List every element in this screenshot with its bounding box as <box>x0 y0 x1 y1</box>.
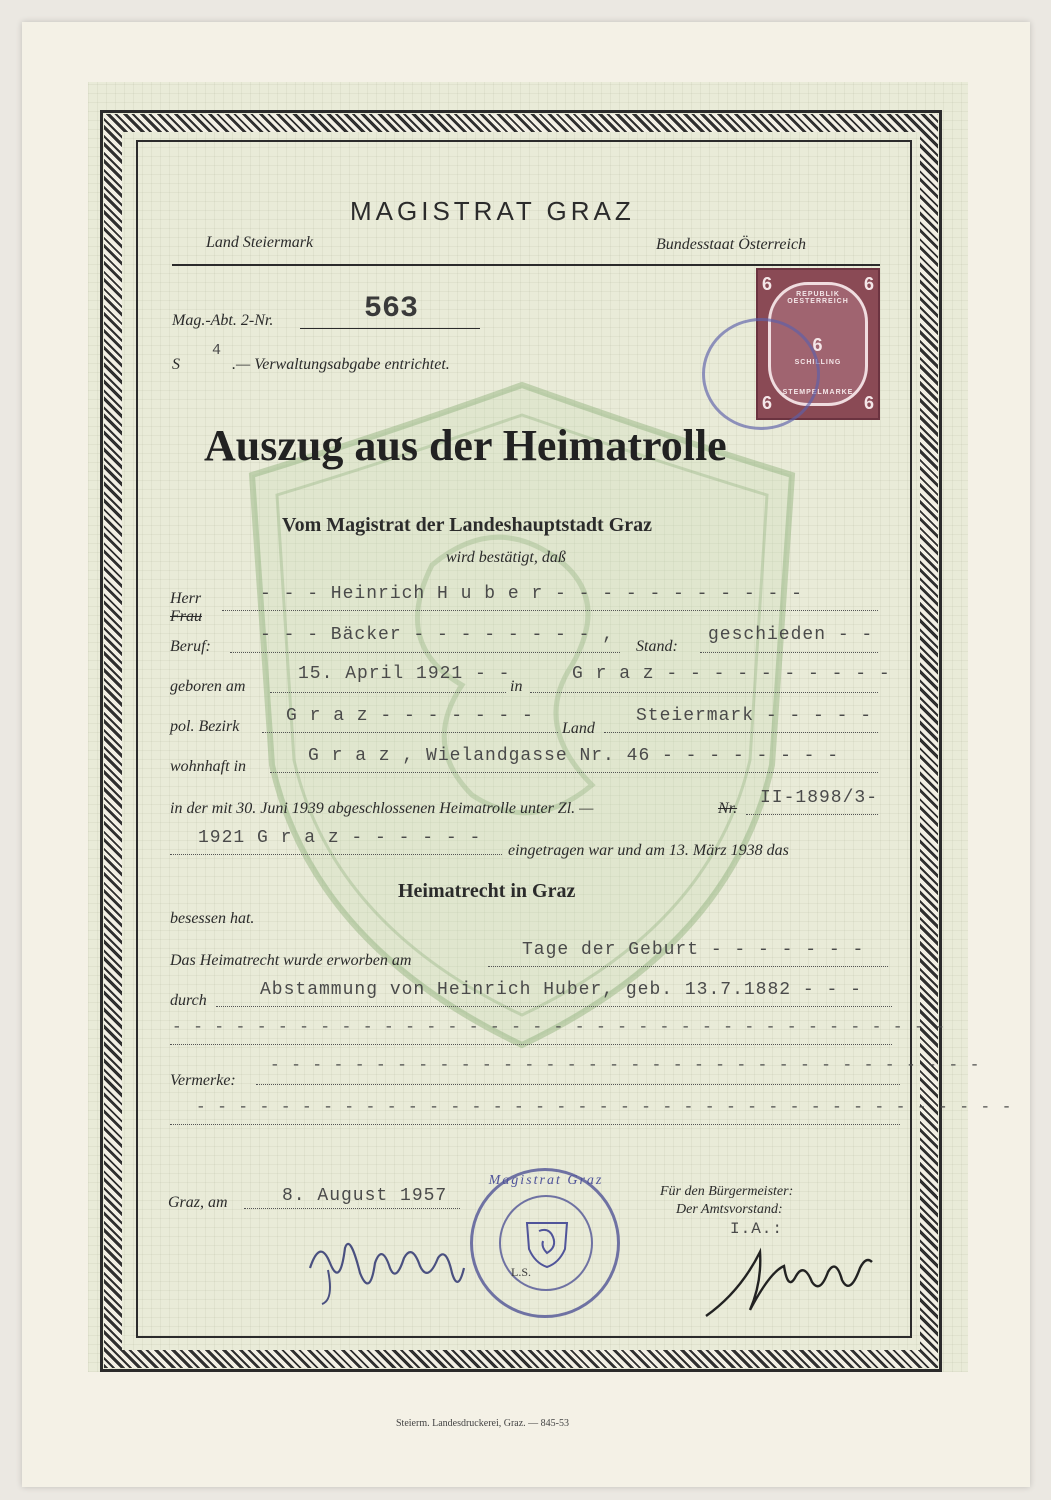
name-line <box>222 610 878 611</box>
beruf-value: - - - Bäcker - - - - - - - - , <box>260 625 615 645</box>
number-label: Mag.-Abt. 2-Nr. <box>172 312 274 329</box>
official-seal <box>470 1168 620 1318</box>
stand-line <box>700 652 878 653</box>
header-title: MAGISTRAT GRAZ <box>350 196 635 226</box>
geboren-value: 15. April 1921 - - <box>298 664 511 684</box>
in-value: G r a z - - - - - - - - - - <box>572 664 891 684</box>
erworben-value: Tage der Geburt - - - - - - - <box>522 940 865 960</box>
erworben-label: Das Heimatrecht wurde erworben am <box>170 952 412 969</box>
wohnhaft-label: wohnhaft in <box>170 758 247 775</box>
durch-label: durch <box>170 992 207 1009</box>
header-right-subtitle: Bundesstaat Österreich <box>656 236 807 253</box>
name-value: - - - Heinrich H u b e r - - - - - - - - - - - <box>260 584 803 604</box>
ls-mark: L.S. <box>511 1265 532 1279</box>
printer-imprint: Steierm. Landesdruckerei, Graz. — 845-53 <box>396 1418 569 1429</box>
vermerke-value-2: - - - - - - - - - - - - - - - - - - - - - - - - - - - - - - - - - - - - - - - <box>196 1098 1013 1116</box>
fee-currency: S <box>172 356 180 373</box>
signature-right <box>700 1232 880 1322</box>
ia-label: I.A.: <box>730 1220 784 1238</box>
durch-cont-value: - - - - - - - - - - - - - - - - - - - - - - - - - - - - - - - - - - - - - <box>172 1018 946 1036</box>
mayor-line-1: Für den Bürgermeister: <box>660 1184 794 1199</box>
fee-amount: 4 <box>212 342 223 359</box>
vermerke-value-1: - - - - - - - - - - - - - - - - - - - - - - - - - - - - - - - - - - <box>270 1056 981 1074</box>
mayor-line-2: Der Amtsvorstand: <box>676 1202 783 1217</box>
stamp-center-value: 6 <box>812 335 824 355</box>
stamp-bottom-text: STEMPELMARKE <box>782 389 854 396</box>
heimatrecht-heading: Heimatrecht in Graz <box>398 880 576 902</box>
bezirk-label: pol. Bezirk <box>170 718 240 735</box>
durch-cont-line <box>170 1044 892 1045</box>
zl-line <box>746 814 878 815</box>
vermerke-line-2 <box>170 1124 900 1125</box>
stamp-unit: SCHILLING <box>794 359 842 366</box>
document-title: Auszug aus der Heimatrolle <box>204 421 727 470</box>
signature-left <box>300 1228 470 1308</box>
land-value: Steiermark - - - - - <box>636 706 873 726</box>
durch-value: Abstammung von Heinrich Huber, geb. 13.7.1882 - - - <box>260 980 862 1000</box>
place-label: Graz, am <box>168 1194 228 1211</box>
nr-label: Nr. <box>718 800 738 817</box>
heimatrolle-text: in der mit 30. Juni 1939 abgeschlossenen Heimatrolle unter Zl. — <box>170 800 594 817</box>
zl-value: II-1898/3- <box>760 788 879 808</box>
herr-label: Herr <box>170 590 202 607</box>
beruf-label: Beruf: <box>170 638 211 655</box>
in-line <box>530 692 878 693</box>
beruf-line <box>230 652 620 653</box>
stand-label: Stand: <box>636 638 678 655</box>
geboren-label: geboren am <box>170 678 246 695</box>
cancellation-postmark <box>702 318 820 430</box>
besessen-text: besessen hat. <box>170 910 255 927</box>
durch-line <box>216 1006 892 1007</box>
bezirk-line <box>262 732 558 733</box>
date-line <box>244 1208 460 1209</box>
stand-value: geschieden - - <box>708 625 874 645</box>
bezirk-value: G r a z - - - - - - - <box>286 706 534 726</box>
header-rule <box>172 264 880 266</box>
zl-cont-value: 1921 G r a z - - - - - - <box>198 828 482 848</box>
seal-text: Magistrat Graz <box>488 1173 604 1188</box>
eingetragen-text: eingetragen war und am 13. März 1938 das <box>508 842 789 859</box>
wohnhaft-line <box>270 772 878 773</box>
zl-cont-line <box>170 854 502 855</box>
authority-line: Vom Magistrat der Landeshauptstadt Graz <box>282 514 653 536</box>
vermerke-label: Vermerke: <box>170 1072 236 1089</box>
land-label: Land <box>562 720 595 737</box>
frau-label: Frau <box>170 608 202 625</box>
erworben-line <box>488 966 888 967</box>
confirms-line: wird bestätigt, daß <box>446 549 566 566</box>
stamp-value-tl: 6 <box>762 274 773 294</box>
geboren-line <box>270 692 506 693</box>
vermerke-line-1 <box>256 1084 900 1085</box>
land-line <box>604 732 878 733</box>
stamp-value-tr: 6 <box>863 274 874 294</box>
stamp-top-text: REPUBLIK OESTERREICH <box>787 291 849 305</box>
in-label: in <box>510 678 523 695</box>
stamp-value-br: 6 <box>863 393 874 413</box>
wohnhaft-value: G r a z , Wielandgasse Nr. 46 - - - - - - - - <box>308 746 840 766</box>
number-underline <box>300 328 480 329</box>
date-value: 8. August 1957 <box>282 1186 448 1206</box>
seal-crest-icon <box>523 1217 571 1269</box>
header-left-subtitle: Land Steiermark <box>206 234 314 251</box>
number-value: 563 <box>364 292 419 326</box>
stamp-value-bl: 6 <box>762 393 773 413</box>
fee-text: .— Verwaltungsabgabe entrichtet. <box>232 356 450 373</box>
